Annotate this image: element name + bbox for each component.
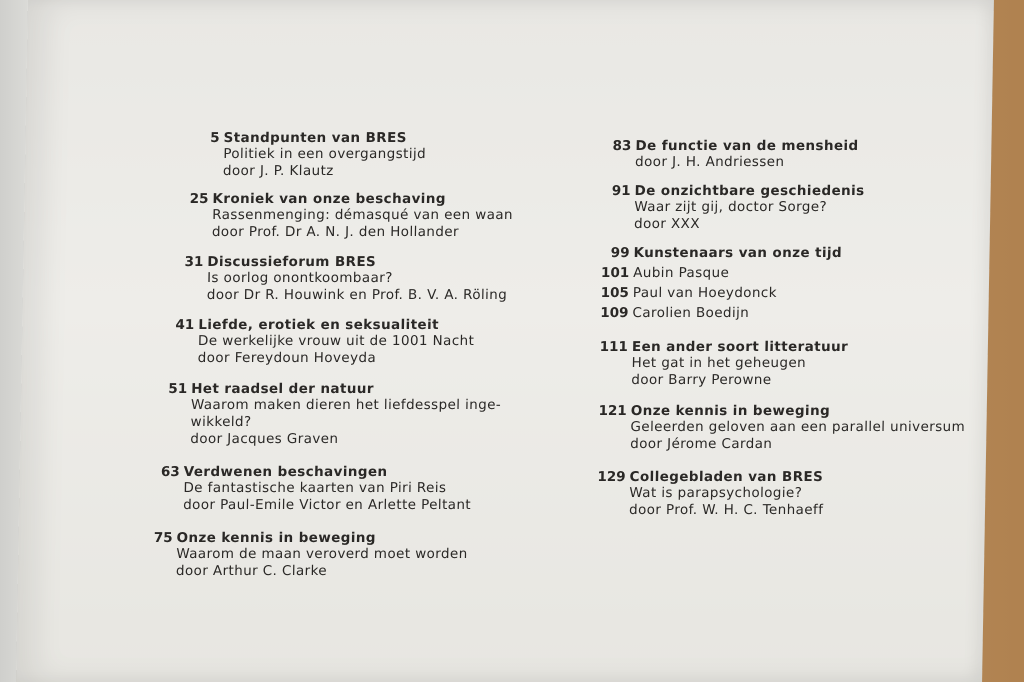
entry-author: door J. P. Klautz [222, 163, 334, 179]
entry-title: Aubin Pasque [633, 265, 730, 281]
toc-entry [175, 130, 566, 180]
entry-title: De onzichtbare geschiedenis [634, 183, 865, 199]
page-number: 109 [600, 305, 629, 321]
entry-title: Discussieforum BRES [207, 254, 377, 270]
toc-entry [581, 469, 982, 519]
entry-title: Onze kennis in beweging [630, 403, 831, 419]
book-page [16, 0, 994, 682]
toc-entry [584, 305, 984, 325]
entry-author: door Fereydoun Hoveyda [197, 350, 377, 366]
page-number: 129 [597, 469, 626, 485]
toc-entry [164, 191, 555, 241]
toc-entry [585, 245, 985, 265]
entry-subtitle: De werkelijke vrouw uit de 1001 Nacht [197, 333, 475, 349]
toc-left-column [153, 130, 566, 580]
entry-title: Standpunten van BRES [223, 130, 407, 146]
toc-entry [587, 138, 988, 171]
entry-author: door Barry Perowne [631, 372, 772, 388]
page-number: 51 [168, 381, 188, 397]
entry-title: Kunstenaars van onze tijd [633, 245, 843, 261]
entry-author: door Dr R. Houwink en Prof. B. V. A. Röling [206, 287, 508, 303]
entry-author: door Paul-Emile Victor en Arlette Peltant [182, 497, 472, 513]
entry-author: door Jérome Cardan [630, 436, 773, 452]
toc-entry [586, 183, 987, 233]
toc-right-column [581, 138, 988, 519]
page-number: 41 [175, 317, 195, 333]
page-number: 5 [209, 130, 220, 146]
entry-title: Een ander soort litteratuur [631, 339, 849, 355]
toc-entry [135, 464, 526, 514]
entry-author: door Prof. W. H. C. Tenhaeff [628, 502, 824, 518]
entry-subtitle: Waar zijt gij, doctor Sorge? [634, 199, 828, 215]
entry-author: door Arthur C. Clarke [175, 563, 328, 579]
entry-subtitle: Het gat in het geheugen [631, 355, 807, 371]
page-number: 25 [189, 191, 209, 207]
page-number: 105 [600, 285, 629, 301]
entry-subtitle: De fantastische kaarten van Piri Reis [183, 480, 447, 496]
entry-author: door J. H. Andriessen [634, 154, 785, 170]
entry-title: Onze kennis in beweging [176, 530, 377, 546]
entry-title: Carolien Boedijn [632, 305, 750, 321]
entry-title: Paul van Hoeydonck [632, 285, 778, 301]
toc-entry [142, 381, 533, 448]
entry-title: Collegebladen van BRES [629, 469, 824, 485]
page-number: 63 [160, 464, 180, 480]
toc-entry [585, 265, 985, 285]
entry-subtitle: Is oorlog onontkoombaar? [206, 270, 393, 286]
entry-subtitle: Politiek in een overgangstijd [223, 146, 427, 162]
entry-title: Liefde, erotiek en seksualiteit [198, 317, 440, 333]
page-number: 31 [184, 254, 204, 270]
entry-subtitle-cont: wikkeld? [190, 414, 252, 430]
entry-title: Verdwenen beschavingen [183, 464, 388, 480]
toc-entry [583, 339, 984, 389]
entry-subtitle: Waarom de maan veroverd moet worden [176, 546, 468, 562]
entry-title: Kroniek van onze beschaving [212, 191, 446, 207]
page-number: 91 [611, 183, 631, 199]
entry-author: door XXX [633, 216, 701, 232]
page-number: 83 [612, 138, 632, 154]
page-number: 111 [599, 339, 629, 355]
toc-entry [582, 403, 983, 453]
toc-entry [159, 254, 550, 304]
toc-entry [128, 530, 519, 580]
entry-subtitle: Rassenmenging: démasqué van een waan [212, 207, 514, 223]
page-number: 99 [610, 245, 630, 261]
entry-subtitle: Waarom maken dieren het liefdesspel inge- [190, 397, 502, 413]
page-number: 121 [598, 403, 627, 419]
toc-entry [585, 285, 985, 305]
entry-title: Het raadsel der natuur [191, 381, 375, 397]
entry-author: door Jacques Graven [190, 431, 339, 447]
entry-subtitle: Geleerden geloven aan een parallel universum [630, 419, 966, 435]
toc-entry [150, 317, 541, 367]
page-number: 101 [600, 265, 630, 281]
entry-author: door Prof. Dr A. N. J. den Hollander [211, 224, 460, 240]
entry-title: De functie van de mensheid [635, 138, 859, 154]
entry-subtitle: Wat is parapsychologie? [629, 485, 803, 501]
page-number: 75 [153, 530, 173, 546]
